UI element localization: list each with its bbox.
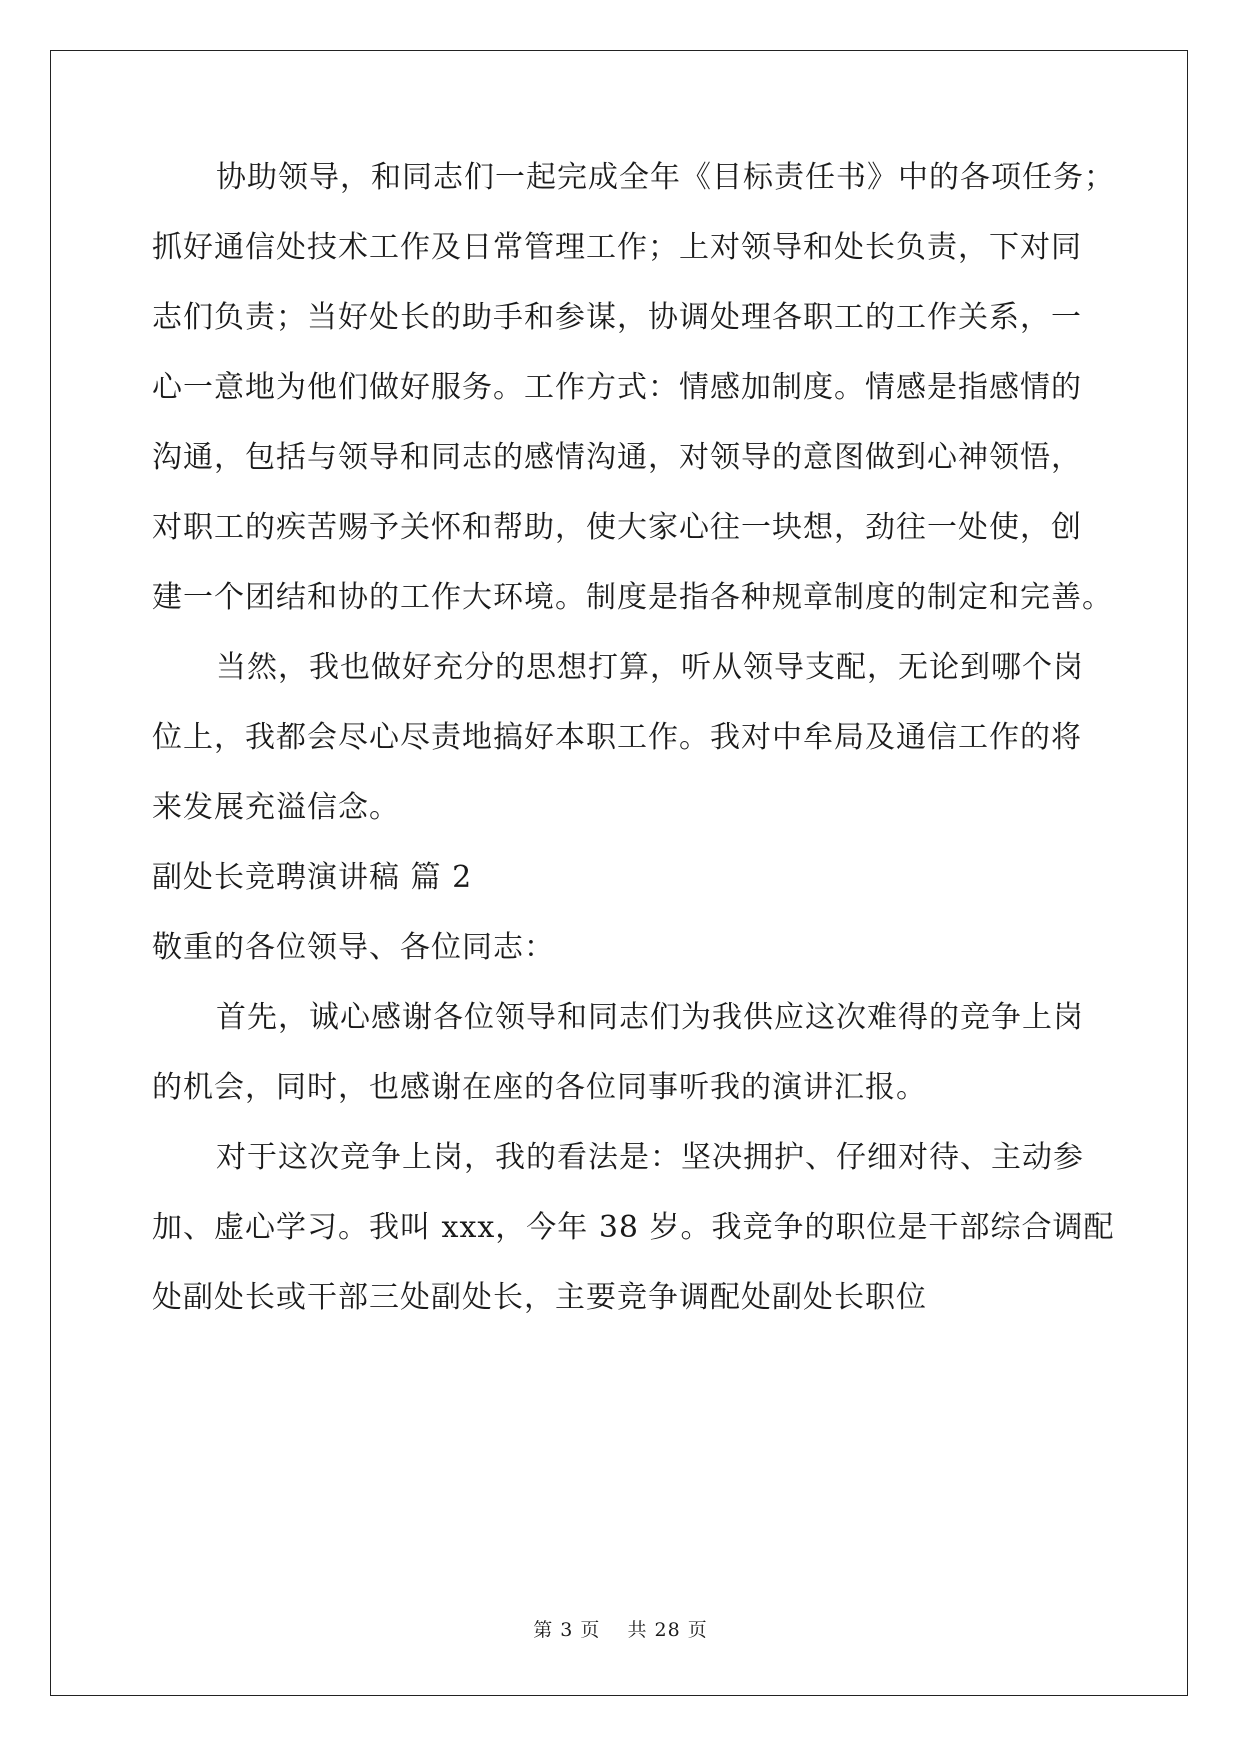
paragraph-line: 的机会，同时，也感谢在座的各位同事听我的演讲汇报。: [152, 1070, 927, 1105]
paragraph-line: 对于这次竞争上岗，我的看法是：坚决拥护、仔细对待、主动参: [216, 1140, 1084, 1175]
paragraph-line: 首先，诚心感谢各位领导和同志们为我供应这次难得的竞争上岗: [216, 1000, 1084, 1035]
paragraph-line: 对职工的疾苦赐予关怀和帮助，使大家心往一块想，劲往一处使，创: [152, 510, 1082, 545]
paragraph-line: 志们负责；当好处长的助手和参谋，协调处理各职工的工作关系，一: [152, 300, 1082, 335]
page-number-footer: 第 3 页 共 28 页: [533, 1619, 708, 1641]
paragraph-line: 加、虚心学习。我叫 xxx，今年 38 岁。我竞争的职位是干部综合调配: [152, 1210, 1115, 1245]
paragraph-line: 当然，我也做好充分的思想打算，听从领导支配，无论到哪个岗: [216, 650, 1084, 685]
section-heading: 副处长竞聘演讲稿 篇 2: [152, 860, 473, 895]
paragraph-line: 建一个团结和协的工作大环境。制度是指各种规章制度的制定和完善。: [152, 580, 1113, 615]
paragraph-line: 心一意地为他们做好服务。工作方式：情感加制度。情感是指感情的: [152, 370, 1082, 405]
salutation: 敬重的各位领导、各位同志：: [152, 930, 555, 965]
paragraph-line: 沟通，包括与领导和同志的感情沟通，对领导的意图做到心神领悟，: [152, 440, 1082, 475]
paragraph-line: 处副处长或干部三处副处长，主要竞争调配处副处长职位: [152, 1280, 927, 1315]
paragraph-line: 抓好通信处技术工作及日常管理工作；上对领导和处长负责，下对同: [152, 230, 1082, 265]
paragraph-line: 协助领导，和同志们一起完成全年《目标责任书》中的各项任务；: [216, 160, 1115, 195]
paragraph-line: 来发展充溢信念。: [152, 790, 400, 825]
paragraph-line: 位上，我都会尽心尽责地搞好本职工作。我对中牟局及通信工作的将: [152, 720, 1082, 755]
